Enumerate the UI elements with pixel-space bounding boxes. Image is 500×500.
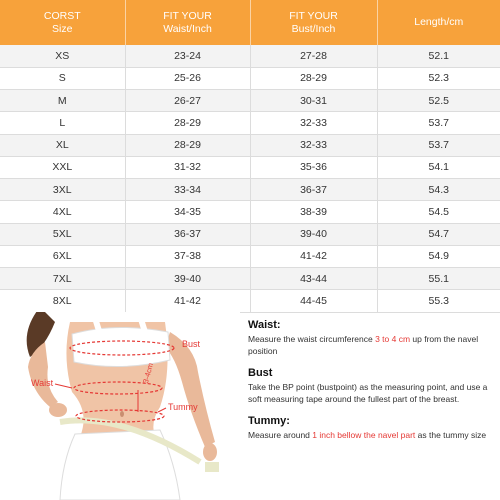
bust-cell: 39-40	[250, 223, 377, 245]
waist-cell: 36-37	[125, 223, 250, 245]
tummy-note-title: Tummy:	[248, 415, 290, 427]
size-cell: XXL	[0, 156, 125, 178]
length-cell: 54.1	[377, 156, 500, 178]
length-cell: 52.3	[377, 67, 500, 89]
bust-note	[248, 366, 498, 405]
header-bust-line1: FIT YOUR	[289, 9, 338, 22]
bust-cell: 44-45	[250, 290, 377, 312]
waist-note-title: Waist:	[248, 319, 281, 331]
bust-cell: 32-33	[250, 112, 377, 134]
length-cell: 53.7	[377, 112, 500, 134]
bust-cell: 28-29	[250, 67, 377, 89]
sports-bra-shape	[72, 327, 170, 366]
header-waist-line2: Waist/Inch	[163, 22, 212, 35]
measurement-figure	[0, 312, 240, 500]
bust-cell: 41-42	[250, 245, 377, 267]
waist-cell: 25-26	[125, 67, 250, 89]
waist-note-highlight: 3 to 4 cm	[375, 334, 411, 344]
table-row	[0, 245, 500, 267]
header-size	[0, 0, 125, 45]
left-hand-shape	[49, 403, 67, 417]
waist-cell: 33-34	[125, 179, 250, 201]
table-row	[0, 179, 500, 201]
measurement-notes	[248, 318, 498, 451]
size-cell: 5XL	[0, 223, 125, 245]
waist-cell: 28-29	[125, 112, 250, 134]
header-waist	[125, 0, 250, 45]
length-cell: 54.7	[377, 223, 500, 245]
size-cell: 6XL	[0, 245, 125, 267]
waist-cell: 41-42	[125, 290, 250, 312]
bust-cell: 38-39	[250, 201, 377, 223]
bust-cell: 35-36	[250, 156, 377, 178]
table-row	[0, 223, 500, 245]
waist-cell: 34-35	[125, 201, 250, 223]
waist-note	[248, 318, 498, 357]
header-waist-line1: FIT YOUR	[163, 9, 212, 22]
bust-cell: 43-44	[250, 268, 377, 290]
length-cell: 52.1	[377, 45, 500, 67]
table-row	[0, 290, 500, 312]
size-cell: 3XL	[0, 179, 125, 201]
waist-cell: 31-32	[125, 156, 250, 178]
size-cell: S	[0, 67, 125, 89]
waist-cell: 28-29	[125, 134, 250, 156]
table-row	[0, 268, 500, 290]
table-row	[0, 45, 500, 67]
tummy-label: Tummy	[168, 402, 198, 412]
table-body	[0, 45, 500, 312]
waist-cell: 26-27	[125, 90, 250, 112]
size-cell: 4XL	[0, 201, 125, 223]
length-cell: 54.3	[377, 179, 500, 201]
size-cell: XS	[0, 45, 125, 67]
waist-cell: 39-40	[125, 268, 250, 290]
size-cell: L	[0, 112, 125, 134]
waist-pointer-line	[55, 384, 72, 388]
length-cell: 54.5	[377, 201, 500, 223]
tape-end-shape	[205, 462, 219, 472]
tummy-note-highlight: 1 inch bellow the navel part	[312, 430, 416, 440]
header-length	[377, 0, 500, 45]
table-row	[0, 156, 500, 178]
body-measurement-illustration	[0, 312, 240, 500]
bust-note-text: Take the BP point (bustpoint) as the measuring point, and use a soft measuring tape around the fullest part of the breast.	[248, 382, 488, 404]
table-row	[0, 134, 500, 156]
size-cell: 7XL	[0, 268, 125, 290]
length-cell: 53.7	[377, 134, 500, 156]
table-row	[0, 67, 500, 89]
length-cell: 55.3	[377, 290, 500, 312]
navel-mark	[120, 411, 124, 417]
tummy-pointer-line	[158, 408, 166, 412]
length-cell: 52.5	[377, 90, 500, 112]
header-bust	[250, 0, 377, 45]
tummy-note-text-after: as the tummy size	[415, 430, 487, 440]
size-cell: XL	[0, 134, 125, 156]
length-cell: 55.1	[377, 268, 500, 290]
bust-cell: 27-28	[250, 45, 377, 67]
right-hand-shape	[203, 443, 217, 461]
header-length-line1: Length/cm	[414, 16, 464, 28]
bust-cell: 30-31	[250, 90, 377, 112]
table-row	[0, 112, 500, 134]
bust-cell: 32-33	[250, 134, 377, 156]
header-bust-line2: Bust/Inch	[291, 22, 336, 35]
table-header-row	[0, 0, 500, 45]
waist-note-text-after: up from the navel position	[248, 334, 479, 356]
waist-note-text-before: Measure the waist circumference	[248, 334, 376, 344]
size-cell: M	[0, 90, 125, 112]
tummy-note-text-before: Measure around	[248, 430, 313, 440]
bust-note-title: Bust	[248, 367, 273, 379]
waist-cell: 23-24	[125, 45, 250, 67]
range-label: 3-4cm	[141, 361, 156, 385]
table-row	[0, 90, 500, 112]
tummy-note-text	[248, 430, 498, 442]
waist-note-text	[248, 334, 498, 357]
header-size-line1: CORST	[43, 9, 81, 22]
size-cell: 8XL	[0, 290, 125, 312]
bust-cell: 36-37	[250, 179, 377, 201]
tummy-note	[248, 414, 498, 442]
waist-label: Waist	[31, 378, 54, 388]
bust-label: Bust	[182, 339, 201, 349]
length-cell: 54.9	[377, 245, 500, 267]
table-row	[0, 201, 500, 223]
waist-cell: 37-38	[125, 245, 250, 267]
header-size-line2: Size	[52, 22, 73, 35]
